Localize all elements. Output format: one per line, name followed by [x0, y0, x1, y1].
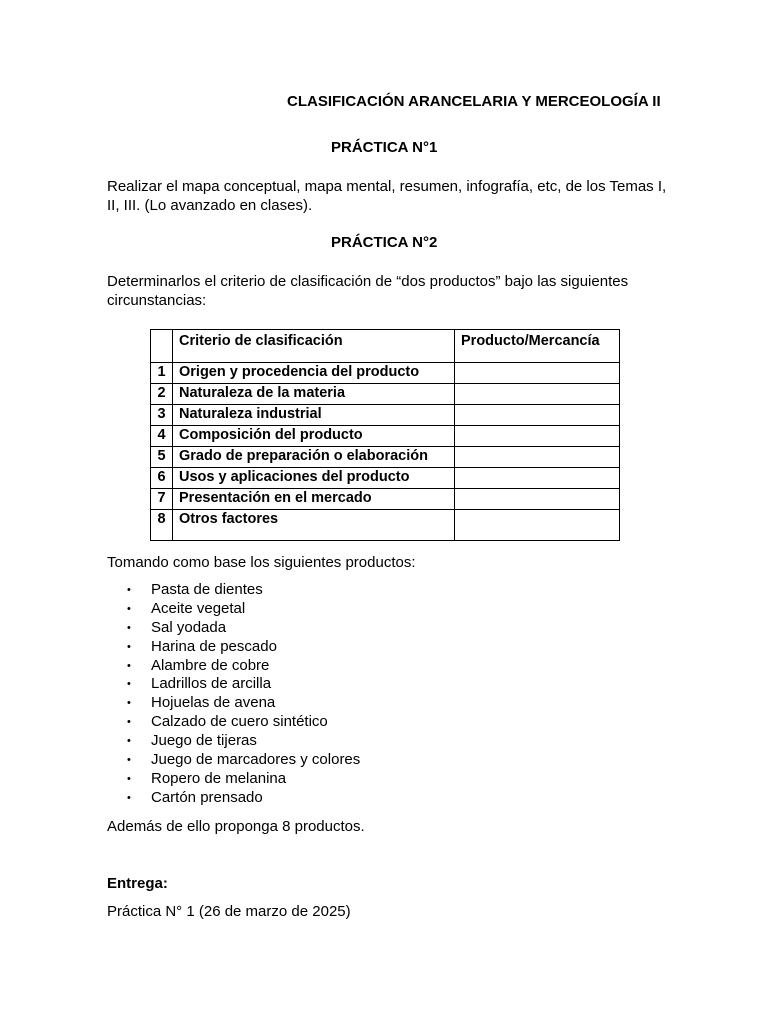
list-item — [107, 638, 360, 657]
practice-2-instructions: Determinarlos el criterio de clasificación de “dos productos” bajo las siguientes circunstancias: — [107, 273, 629, 309]
row-criterion: Origen y procedencia del producto — [173, 363, 455, 384]
bullet-icon: • — [127, 602, 131, 615]
row-number: 1 — [151, 363, 173, 384]
bullet-icon: • — [127, 621, 131, 634]
list-item-label: Juego de tijeras — [151, 732, 257, 750]
list-item-label: Aceite vegetal — [151, 599, 246, 617]
list-item — [107, 581, 360, 600]
list-item-label: Alambre de cobre — [151, 656, 270, 674]
list-item — [107, 732, 360, 751]
row-number: 4 — [151, 426, 173, 447]
bullet-icon: • — [127, 791, 131, 804]
table-header-number — [151, 330, 173, 363]
row-product-cell — [455, 405, 620, 426]
row-product-cell — [455, 468, 620, 489]
practice-1-instructions: Realizar el mapa conceptual, mapa mental, resumen, infografía, etc, de los Temas I, II, III. (Lo avanzado en clases). — [107, 178, 667, 214]
table-row — [151, 363, 620, 384]
products-list — [107, 581, 360, 808]
bullet-icon: • — [127, 659, 131, 672]
table-row — [151, 447, 620, 468]
row-product-cell — [455, 489, 620, 510]
row-criterion: Naturaleza de la materia — [173, 384, 455, 405]
row-number: 7 — [151, 489, 173, 510]
practice-1-heading: PRÁCTICA N°1 — [331, 139, 438, 156]
practice-2-heading: PRÁCTICA N°2 — [331, 234, 438, 251]
list-item-label: Cartón prensado — [151, 788, 263, 806]
list-item-label: Ropero de melanina — [151, 769, 287, 787]
table-header-row — [151, 330, 620, 363]
table-header-product: Producto/Mercancía — [455, 330, 620, 363]
list-item — [107, 657, 360, 676]
row-number: 8 — [151, 510, 173, 541]
row-product-cell — [455, 426, 620, 447]
list-item-label: Pasta de dientes — [151, 581, 263, 598]
list-item — [107, 600, 360, 619]
row-criterion: Otros factores — [173, 510, 455, 541]
row-number: 6 — [151, 468, 173, 489]
row-criterion: Naturaleza industrial — [173, 405, 455, 426]
row-product-cell — [455, 363, 620, 384]
list-item-label: Calzado de cuero sintético — [151, 713, 328, 731]
list-item — [107, 751, 360, 770]
propose-products-text: Además de ello proponga 8 productos. — [107, 818, 365, 835]
bullet-icon: • — [127, 584, 131, 596]
delivery-date-text: Práctica N° 1 (26 de marzo de 2025) — [107, 903, 351, 920]
delivery-label: Entrega: — [107, 875, 168, 892]
list-item — [107, 770, 360, 789]
bullet-icon: • — [127, 754, 131, 767]
list-item — [107, 694, 360, 713]
table-row — [151, 426, 620, 447]
bullet-icon: • — [127, 772, 131, 785]
bullet-icon: • — [127, 697, 131, 710]
row-product-cell — [455, 384, 620, 405]
bullet-icon: • — [127, 716, 131, 729]
bullet-icon: • — [127, 678, 131, 691]
list-item — [107, 619, 360, 638]
table-row — [151, 384, 620, 405]
table-row — [151, 510, 620, 541]
row-criterion: Presentación en el mercado — [173, 489, 455, 510]
list-item-label: Juego de marcadores y colores — [151, 751, 361, 769]
table-row — [151, 468, 620, 489]
row-criterion: Composición del producto — [173, 426, 455, 447]
bullet-icon: • — [127, 640, 131, 653]
row-number: 2 — [151, 384, 173, 405]
criteria-table — [150, 329, 620, 541]
list-item — [107, 675, 360, 694]
list-item-label: Hojuelas de avena — [151, 694, 276, 712]
table-header-criterion: Criterio de clasificación — [173, 330, 455, 363]
table-row — [151, 489, 620, 510]
document-title: CLASIFICACIÓN ARANCELARIA Y MERCEOLOGÍA II — [287, 93, 661, 110]
bullet-icon: • — [127, 735, 131, 748]
products-intro-text: Tomando como base los siguientes productos: — [107, 554, 416, 571]
list-item-label: Harina de pescado — [151, 637, 277, 655]
row-number: 5 — [151, 447, 173, 468]
list-item-label: Ladrillos de arcilla — [151, 675, 272, 693]
row-product-cell — [455, 447, 620, 468]
row-number: 3 — [151, 405, 173, 426]
row-criterion: Grado de preparación o elaboración — [173, 447, 455, 468]
list-item-label: Sal yodada — [151, 618, 227, 636]
row-product-cell — [455, 510, 620, 541]
list-item — [107, 713, 360, 732]
list-item — [107, 789, 360, 808]
table-row — [151, 405, 620, 426]
row-criterion: Usos y aplicaciones del producto — [173, 468, 455, 489]
